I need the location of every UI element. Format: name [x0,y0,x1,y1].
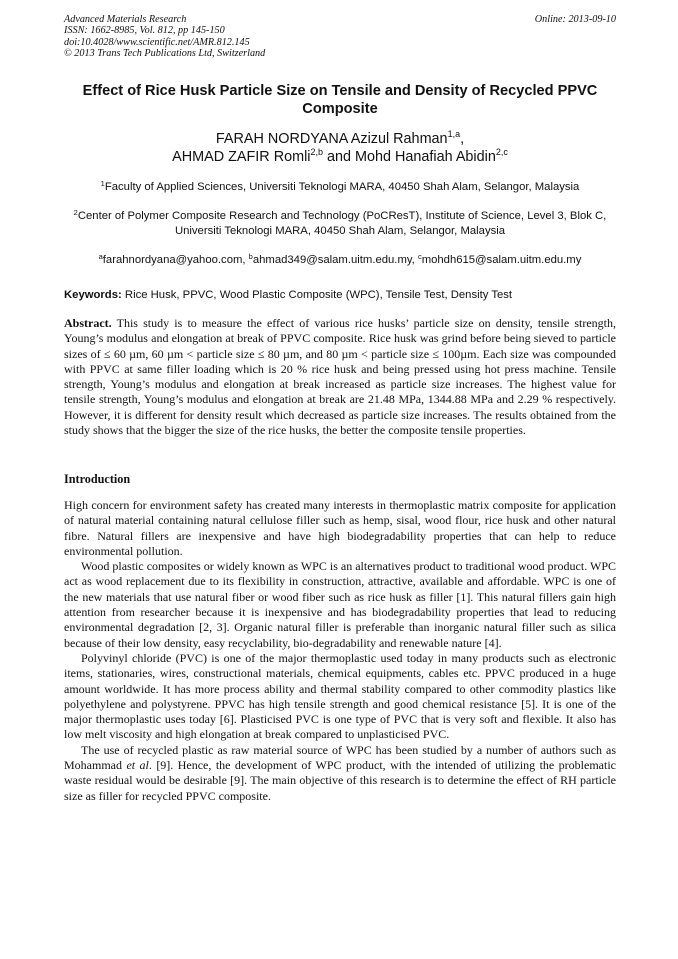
affiliation-text: Center of Polymer Composite Research and Technology (PoCResT), Institute of Science, Level 3, Blok C, Universiti Teknologi MARA, 40450 Shah Alam, Selangor, Malaysia [77,210,607,237]
author-affiliation-mark: 1,a [447,129,461,139]
affiliation-mark: 1 [100,179,105,188]
abstract-text: This study is to measure the effect of various rice husks’ particle size on density, tensile strength, Young’s modulus and elongation at break of PPVC composite. Rice husk was grind before being sieved to particle sizes of ≤ 60 µm, 60 µm < particle size ≤ 80 µm, and 80 µm < particle size ≤ 100µm. Each size was compounded with PPVC at same filler loading which is 20 % rice husk and being pressed using hot press machine. Tensile strength, Young’s modulus and elongation at break increased as particle size increases. The highest value for tensile strength, Young’s modulus and elongation at break are 21.48 MPa, 1344.88 MPa and 2.29 % respectively. However, it is different for density result which decreased as particle size increases. The results obtained from the study shows that the bigger the size of the rice husks, the better the composite tensile properties. [64,316,616,438]
author-name: FARAH NORDYANA Azizul Rahman [215,131,448,147]
email-mark: c [417,252,422,261]
issn-line: ISSN: 1662-8985, Vol. 812, pp 145-150 [64,25,225,37]
online-date: Online: 2013-09-10 [534,14,616,25]
author-affiliation-mark: 2,b [310,147,323,158]
body-paragraph: Polyvinyl chloride (PVC) is one of the major thermoplastic used today in many products such as electronic items, stationaries, wires, constructional materials, chemical equipments, cables etc. PPVC produced in a huge amount worldwide. It has more process ability and thermal stability compared to other commodity plastics like polyethylene and polystyrene. PPVC has high tensile strength and good chemical resistance [5]. It is one of the major thermoplastic uses today [6]. Plasticised PVC is one type of PVC that is very soft and flexible. It also has low melt viscosity and high elongation at break compared to unplasticised PVC. [64,650,616,742]
doi-line: doi:10.4028/www.scientific.net/AMR.812.145 [64,36,250,48]
email-mark: b [248,252,253,261]
paper-title: Effect of Rice Husk Particle Size on Tensile and Density of Recycled PPVC Composite [82,83,598,117]
section-heading-introduction: Introduction [64,472,131,486]
email-link[interactable]: mohdh615@salam.uitm.edu.my [421,254,582,266]
author-conjunction: and [323,149,356,166]
body-italic-text: et al [126,758,149,773]
body-text: The use of recycled plastic as raw material source of WPC has been studied by a number of authors such as Mohammad [64,742,616,773]
author-emails [64,253,616,268]
body-paragraph: High concern for environment safety has created many interests in thermoplastic matrix composite for application of natural material containing natural cellulose filler such as hemp, sisal, wood flour, rice husk and other natural fibre. Natural fillers are inexpensive and have high biodegradability properties that can help to reduce environmental pollution. [64,498,616,558]
author-name: AHMAD ZAFIR Romli [172,149,311,166]
email-mark: a [98,252,103,261]
affiliation-mark: 2 [73,208,78,217]
journal-name: Advanced Materials Research [64,14,187,25]
keywords-line [64,288,616,303]
abstract-label: Abstract. [64,316,112,330]
copyright-line: © 2013 Trans Tech Publications Ltd, Switzerland [64,48,266,60]
body-text: . [9]. Hence, the development of WPC product, with the intended of utilizing the problematic waste residual would be desirable [9]. The main objective of this research is to determine the effect of RH particle size as filler for recycled PPVC composite. [64,758,616,803]
journal-header [64,14,616,60]
body-paragraph [64,743,616,804]
affiliation-1 [64,180,616,195]
email-link[interactable]: ahmad349@salam.uitm.edu.my, [252,254,418,266]
introduction-body [64,498,616,804]
body-paragraph: Wood plastic composites or widely known as WPC is an alternatives product to traditional wood product. WPC act as wood replacement due to its flexibility in construction, attractive, available and affordable. WPC is one of the new materials that use natural fiber or wood fiber such as rice husk as filler [1]. This natural fillers gain high attention from researcher because it is inexpensive and has biodegradability properties that lead to reducing environmental degradation [2, 3]. Organic natural filler is preferable than inorganic natural filler such as silica because of their low density, easy recyclability, bio-degradability and renewable nature [4]. [64,559,616,650]
author-name: Mohd Hanafiah Abidin [355,149,496,166]
keywords-label: Keywords: [64,289,122,301]
author-affiliation-mark: 2,c [495,147,508,158]
email-link[interactable]: farahnordyana@yahoo.com, [102,254,249,266]
affiliation-text: Faculty of Applied Sciences, Universiti Teknologi MARA, 40450 Shah Alam, Selangor, Malaysia [104,181,580,193]
affiliation-2 [64,209,616,238]
author-list [64,130,616,167]
author-separator: , [460,131,465,147]
abstract-paragraph [64,316,616,438]
keywords-text: Rice Husk, PPVC, Wood Plastic Composite (WPC), Tensile Test, Density Test [121,289,513,301]
